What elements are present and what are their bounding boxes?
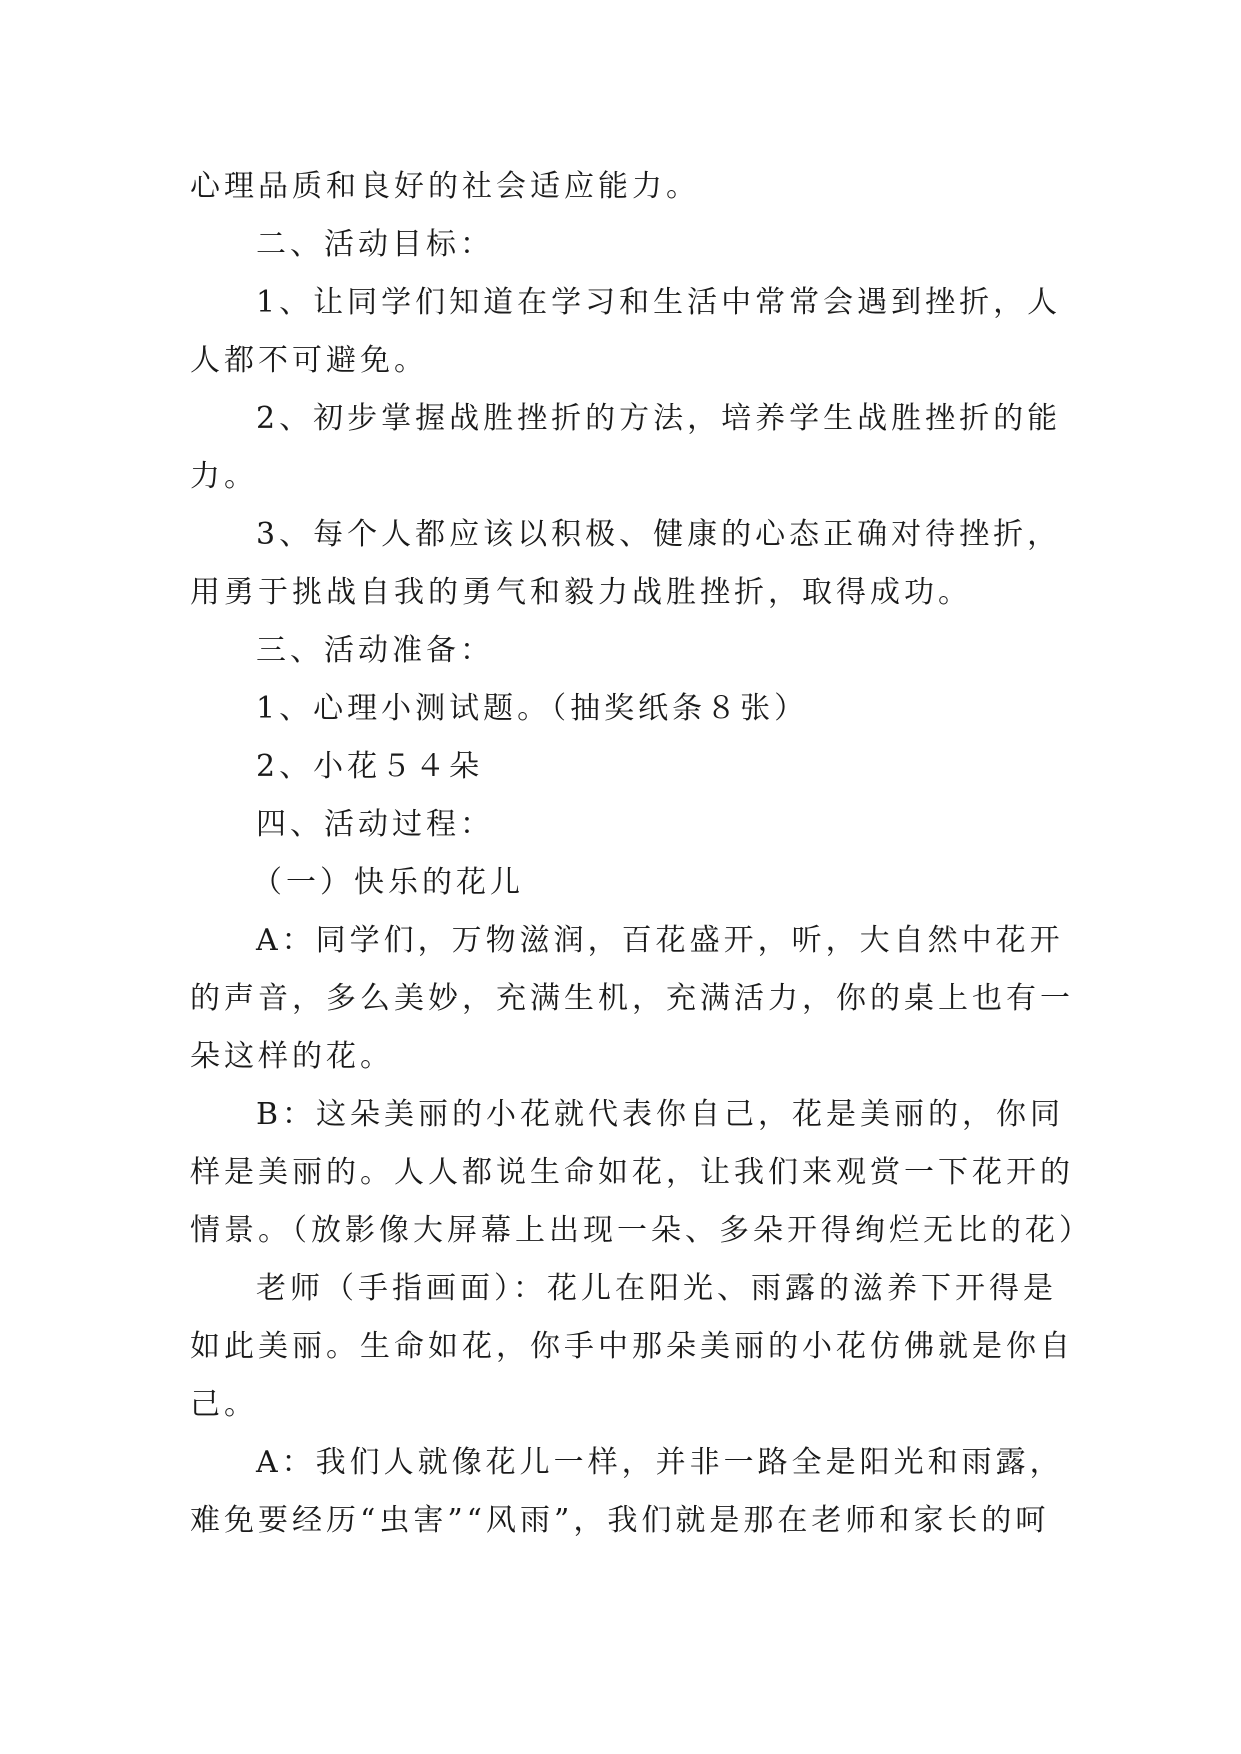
section-heading: 四、活动过程： xyxy=(256,807,494,842)
text-line: 老师（手指画面）：花儿在阳光、雨露的滋养下开得是 xyxy=(256,1271,1057,1306)
text-line: 朵这样的花。 xyxy=(190,1039,394,1074)
text-line: 1、让同学们知道在学习和生活中常常会遇到挫折，人 xyxy=(256,285,1062,320)
text-line: A：我们人就像花儿一样，并非一路全是阳光和雨露， xyxy=(256,1445,1064,1480)
text-line: B：这朵美丽的小花就代表你自己，花是美丽的，你同 xyxy=(256,1097,1065,1132)
text-line: 情景。（放影像大屏幕上出现一朵、多朵开得绚烂无比的花） xyxy=(190,1213,1093,1248)
text-line: 难免要经历“虫害”“风雨”，我们就是那在老师和家长的呵 xyxy=(190,1503,1050,1538)
text-line: 样是美丽的。人人都说生命如花，让我们来观赏一下花开的 xyxy=(190,1155,1074,1190)
text-line: 2、初步掌握战胜挫折的方法，培养学生战胜挫折的能 xyxy=(256,401,1062,436)
text-line: 己。 xyxy=(190,1387,258,1422)
text-line: 力。 xyxy=(190,459,258,494)
section-heading: 三、活动准备： xyxy=(256,633,494,668)
text-line: 的声音，多么美妙，充满生机，充满活力，你的桌上也有一 xyxy=(190,981,1074,1016)
text-line: 如此美丽。生命如花，你手中那朵美丽的小花仿佛就是你自 xyxy=(190,1329,1074,1364)
text-line: 1、心理小测试题。（抽奖纸条８张） xyxy=(256,691,809,726)
text-line: 3、每个人都应该以积极、健康的心态正确对待挫折， xyxy=(256,517,1062,552)
section-heading: 二、活动目标： xyxy=(256,227,494,262)
text-line: 用勇于挑战自我的勇气和毅力战胜挫折，取得成功。 xyxy=(190,575,972,610)
text-line: 人都不可避免。 xyxy=(190,343,428,378)
text-line: A：同学们，万物滋润，百花盛开，听，大自然中花开 xyxy=(256,923,1064,958)
text-line: 2、小花５４朵 xyxy=(256,749,484,784)
text-line: 心理品质和良好的社会适应能力。 xyxy=(190,169,700,204)
subsection-heading: （一）快乐的花儿 xyxy=(252,865,524,900)
